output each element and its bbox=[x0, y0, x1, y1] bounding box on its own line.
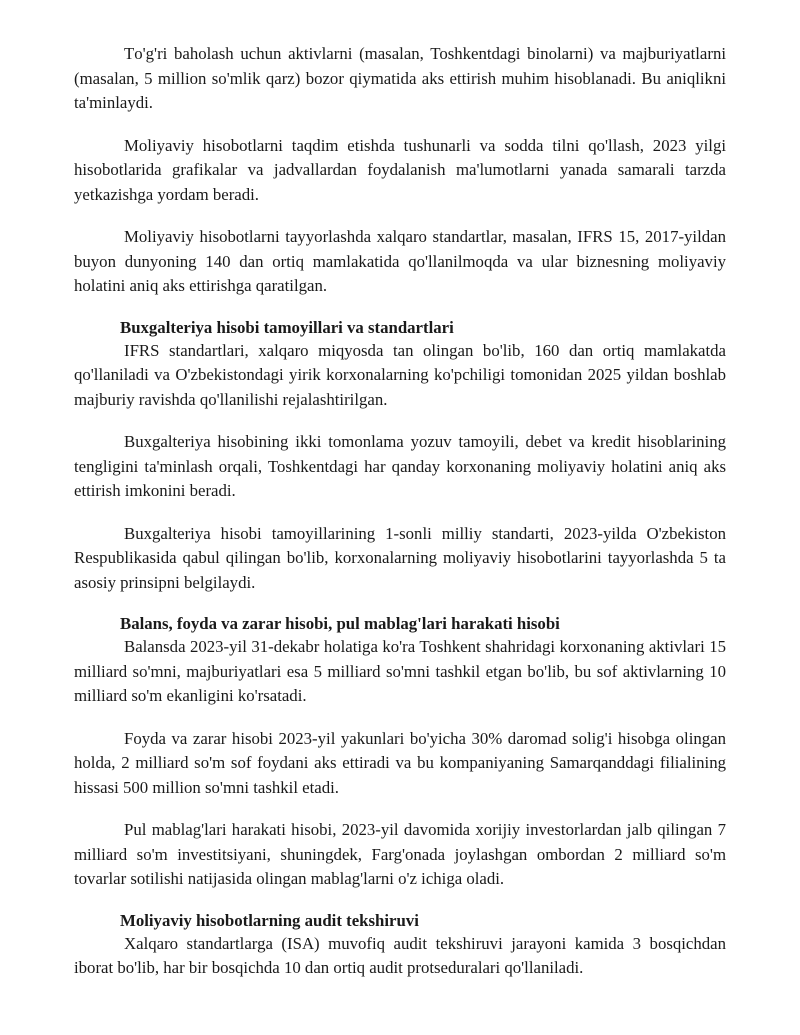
paragraph-clear-language: Moliyaviy hisobotlarni taqdim etishda tushunarli va sodda tilni qo'llash, 2023 yilgi hisobotlarida grafikalar va jadvallardan foydalanish ma'lumotlarni yanada samarali tarzda yetkazishga yordam beradi. bbox=[74, 135, 726, 204]
document-page bbox=[74, 42, 726, 999]
paragraph-balance: Balansda 2023-yil 31-dekabr holatiga ko'ra Toshkent shahridagi korxonaning aktivlari 15 milliard so'mni, majburiyatlari esa 5 milliard so'mni tashkil etgan bo'lib, bu sof aktivlarning 10 milliard so'm ekanligini ko'rsatadi. bbox=[74, 637, 726, 705]
paragraph-ifrs: IFRS standartlari, xalqaro miqyosda tan olingan bo'lib, 160 dan ortiq mamlakatda qo'llaniladi va O'zbekistondagi yirik korxonalarning ko'pchiligi tomonidan 2025 yildan boshlab majburiy ravishda qo'llanilishi rejalashtirilgan. bbox=[74, 340, 726, 409]
paragraph-national-standard: Buxgalteriya hisobi tamoyillarining 1-sonli milliy standarti, 2023-yilda O'zbekiston Respublikasida qabul qilingan bo'lib, korxonalarning moliyaviy hisobotlarini tayyorlashda 5 ta asosiy prinsipni belgilaydi. bbox=[74, 523, 726, 592]
section-heading-balance-sheet: Balans, foyda va zarar hisobi, pul mablag'lari harakati hisobi bbox=[120, 614, 560, 633]
paragraph-profit-loss: Foyda va zarar hisobi 2023-yil yakunlari bo'yicha 30% daromad solig'i hisobga olingan holda, 2 milliard so'm sof foydani aks ettiradi va bu kompaniyaning Samarqanddagi filialining hissasi 500 million so'mni tashkil etadi. bbox=[74, 728, 726, 797]
paragraph-cash-flow: Pul mablag'lari harakati hisobi, 2023-yil davomida xorijiy investorlardan jalb qilingan 7 milliard so'm investitsiyani, shuningdek, Farg'onada joylashgan ombordan 2 milliard so'm tovarlar sotilishi natijasida olingan mablag'larni o'z ichiga oladi. bbox=[74, 820, 726, 888]
section-heading-audit: Moliyaviy hisobotlarning audit tekshiruvi bbox=[120, 910, 419, 930]
paragraph-double-entry: Buxgalteriya hisobining ikki tomonlama yozuv tamoyili, debet va kredit hisoblarining tengligini ta'minlash orqali, Toshkentdagi har qanday korxonaning moliyaviy holatini aniq aks ettirish imkonini beradi. bbox=[74, 432, 726, 500]
paragraph-audit: Xalqaro standartlarga (ISA) muvofiq audit tekshiruvi jarayoni kamida 3 bosqichdan iborat bo'lib, har bir bosqichda 10 dan ortiq audit protseduralari qo'llaniladi. bbox=[74, 933, 726, 977]
paragraph-fair-value: Tо'g'ri baholash uchun aktivlarni (masalan, Toshkentdagi binolarni) va majburiyatlarni (masalan, 5 million so'mlik qarz) bozor qiymatida aks ettirish muhim hisoblanadi. Bu aniqlikni ta'minlaydi. bbox=[74, 44, 726, 112]
paragraph-international-standards: Moliyaviy hisobotlarni tayyorlashda xalqaro standartlar, masalan, IFRS 15, 2017-yildan buyon dunyoning 140 dan ortiq mamlakatida qo'llanilmoqda va ular biznesning moliyaviy holatini aniq aks ettirishga qaratilgan. bbox=[74, 227, 726, 295]
section-heading-accounting-principles: Buxgalteriya hisobi tamoyillari va standartlari bbox=[120, 317, 454, 337]
